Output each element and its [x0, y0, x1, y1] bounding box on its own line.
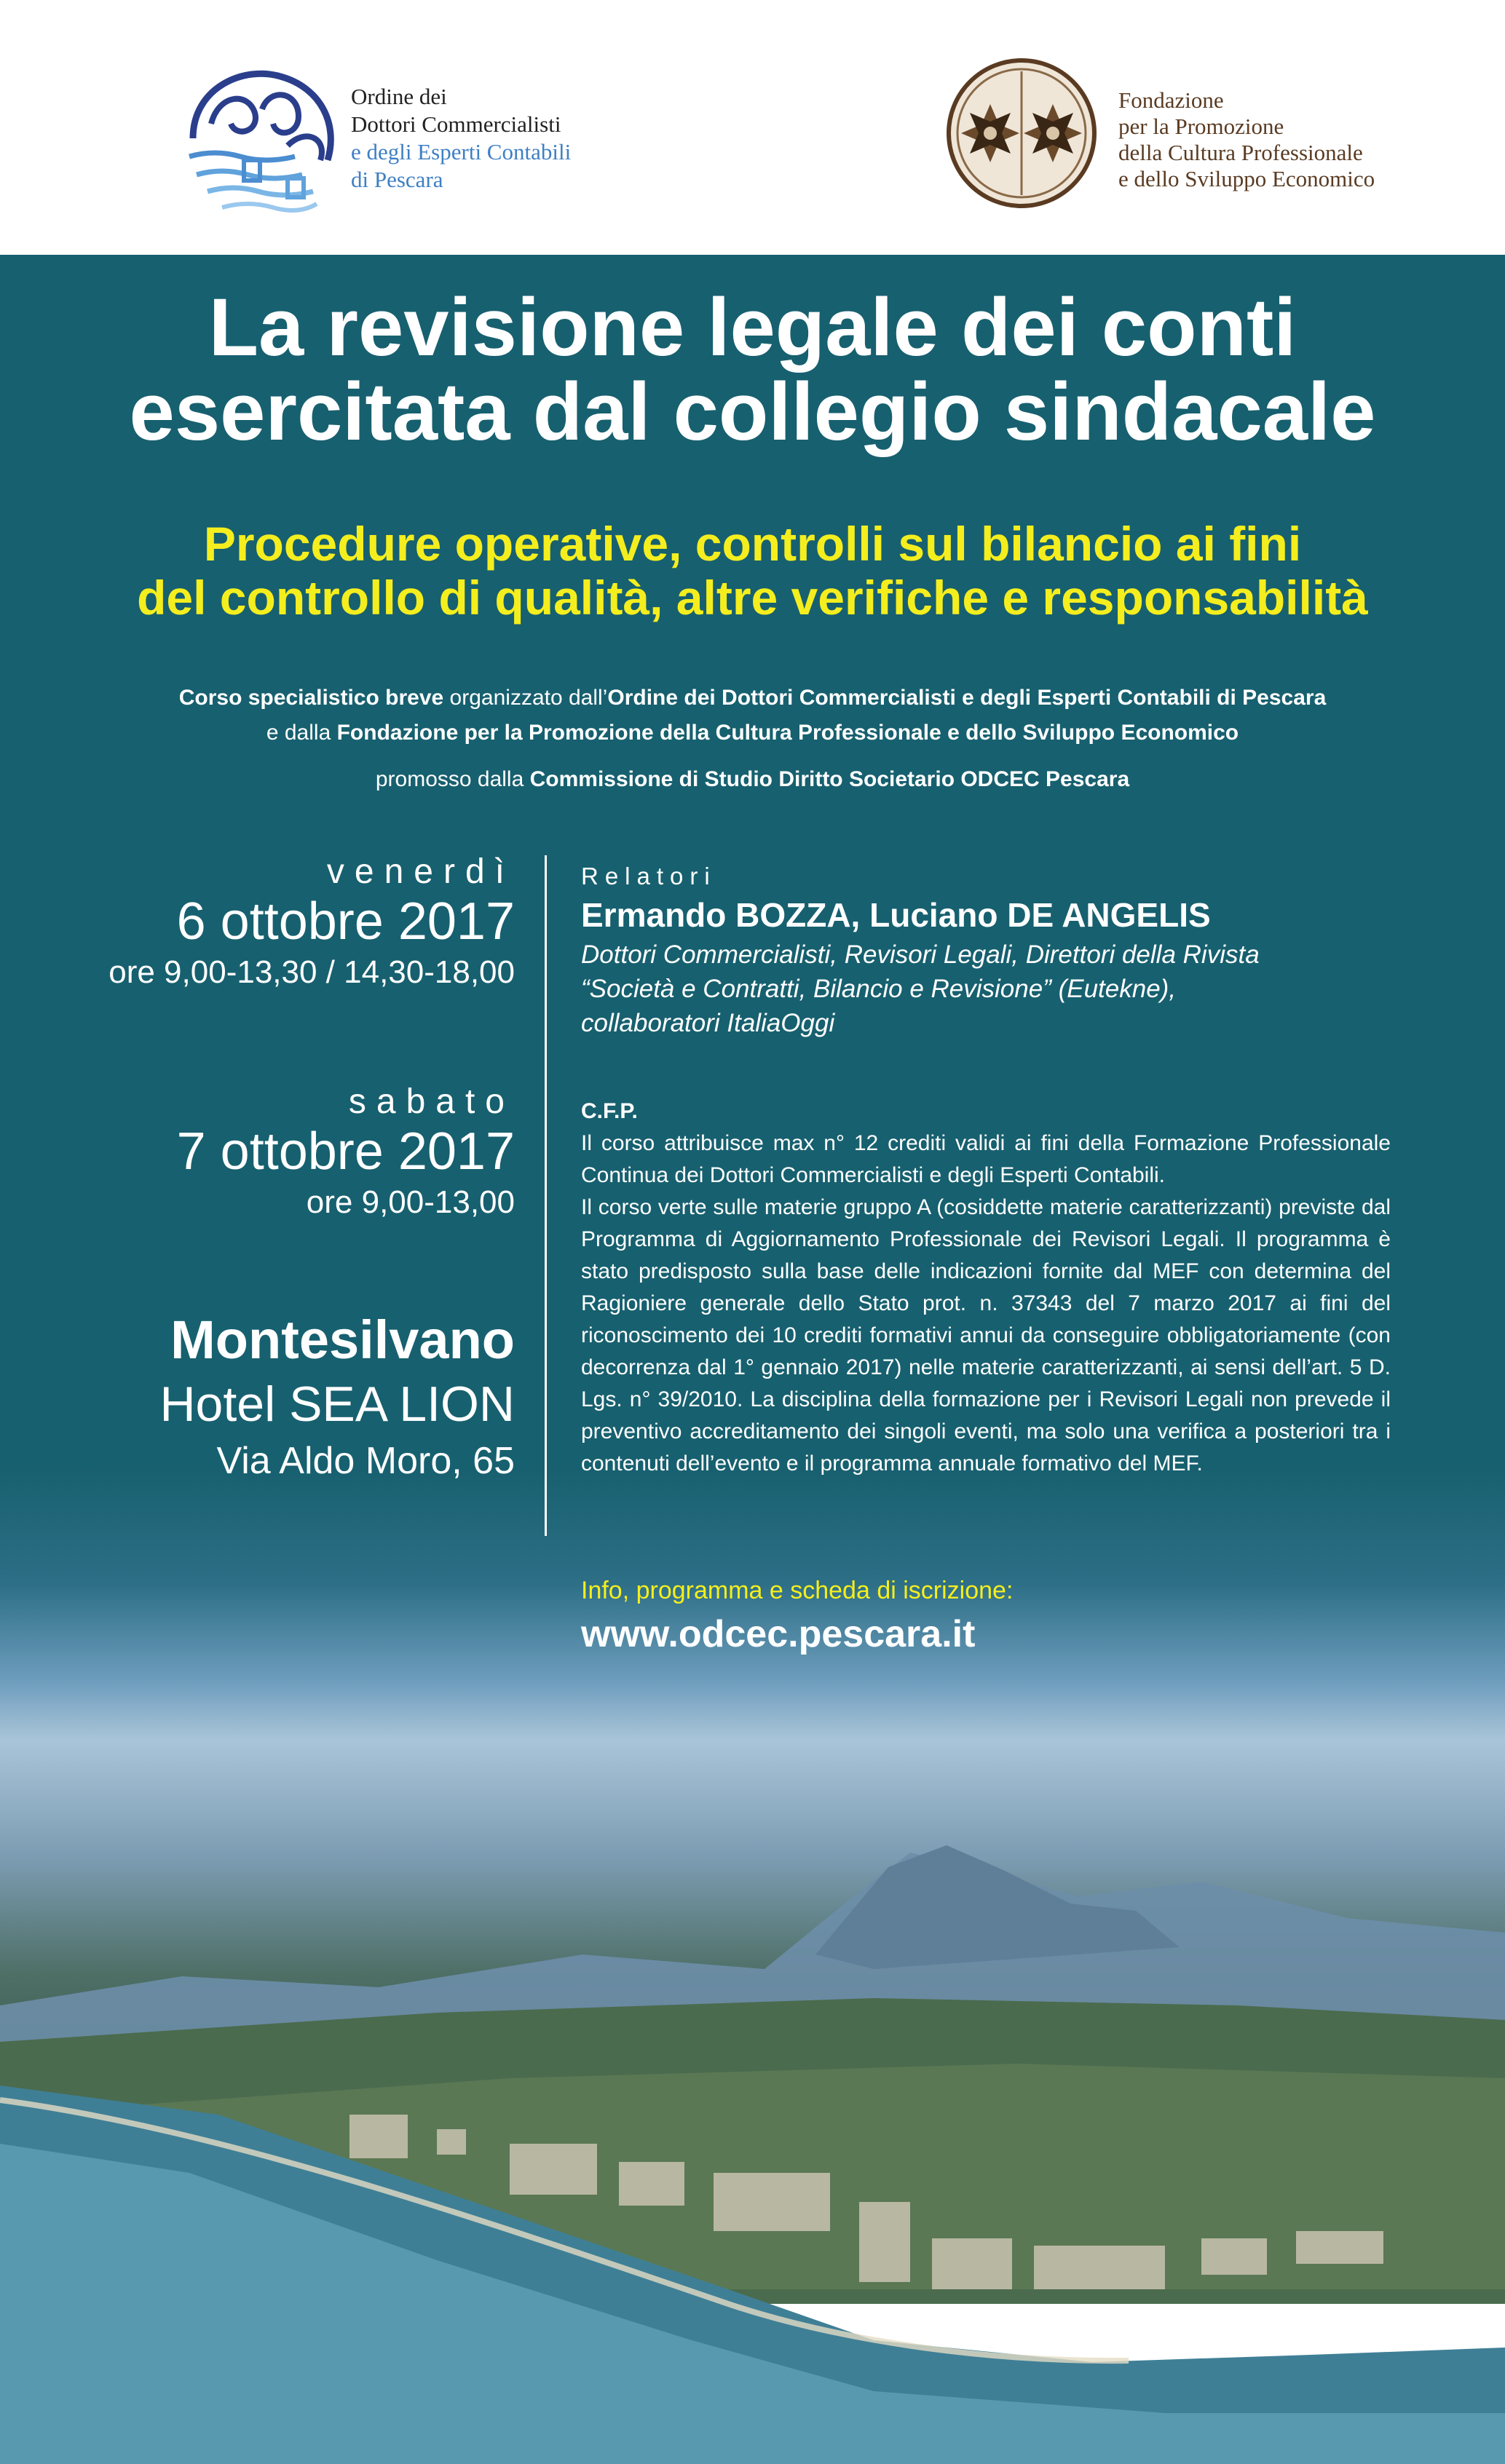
cfp-title: C.F.P.	[581, 1099, 638, 1123]
speakers-names: Ermando BOZZA, Luciano DE ANGELIS	[581, 896, 1211, 934]
day2-hours: ore 9,00-13,00	[306, 1184, 515, 1220]
intro-promoted-by: promosso dalla	[375, 767, 530, 791]
intro-line-3	[0, 762, 1505, 797]
cfp-paragraph-2: Il corso verte sulle materie gruppo A (cosiddette materie caratterizzanti) previste dal Programma di Aggiornamento Professionale dei Revisori Legali. Il programma è stato predisposto sulla base delle indicazioni fornite dal MEF con determina del Ragioniere generale dello Stato prot. n. 37343 del 7 marzo 2017 ai fini del riconoscimento dei 10 crediti formativi annui da conseguire obbligatoriamente (con decorrenza dal 1° gennaio 2017) nelle materie caratterizzanti, ai sensi dell’art. 5 D. Lgs. n° 39/2010. La disciplina della formazione per i Revisori Legali non prevede il preventivo accreditamento dei singoli eventi, ma solo una verifica a posteriori tra i contenuti dell’evento e il programma annuale formativo del MEF.	[581, 1195, 1391, 1475]
speakers-desc-line-1: Dottori Commercialisti, Revisori Legali, Direttori della Rivista	[581, 940, 1260, 969]
day1-weekday: venerdì	[326, 852, 515, 891]
day1-hours: ore 9,00-13,30 / 14,30-18,00	[108, 954, 515, 990]
main-title-line-1: La revisione legale dei conti	[208, 282, 1297, 373]
column-divider	[545, 855, 547, 1536]
schedule-day-2	[177, 1083, 515, 1223]
intro-organizer-odcec: Ordine dei Dottori Commercialisti e degli Esperti Contabili di Pescara	[607, 686, 1327, 710]
day2-weekday: sabato	[348, 1082, 515, 1121]
schedule-day-1	[108, 853, 515, 993]
odcec-logo-line-1: Ordine dei	[351, 84, 447, 109]
intro-organized-by: organizzato dall’	[443, 686, 608, 710]
odcec-logo-line-4: di Pescara	[351, 167, 443, 192]
subtitle	[0, 517, 1505, 625]
venue	[159, 1307, 515, 1487]
main-title-line-2: esercitata dal collegio sindacale	[129, 366, 1376, 457]
speakers-desc-line-3: collaboratori ItaliaOggi	[581, 1009, 835, 1037]
info-section	[581, 1572, 1013, 1660]
odcec-pescara-logo	[178, 58, 608, 226]
speakers-section	[581, 860, 1260, 1040]
coastline-photo	[0, 1736, 1505, 2464]
intro-line-2	[0, 716, 1505, 750]
intro-and-by: e dalla	[266, 721, 337, 745]
fondazione-logo	[945, 57, 1411, 224]
odcec-pescara-logo-icon	[178, 58, 346, 226]
speakers-label: Relatori	[581, 863, 716, 890]
main-title	[0, 284, 1505, 456]
intro-course-type: Corso specialistico breve	[178, 686, 444, 710]
speakers-desc-line-2: “Società e Contratti, Bilancio e Revisione” (Eutekne),	[581, 975, 1177, 1003]
odcec-logo-text	[351, 83, 571, 194]
fondazione-logo-text	[1118, 87, 1375, 192]
odcec-logo-line-3: e degli Esperti Contabili	[351, 139, 572, 165]
fondazione-logo-line-2: per la Promozione	[1118, 114, 1284, 139]
cfp-paragraph-1: Il corso attribuisce max n° 12 crediti validi ai fini della Formazione Professionale Continua dei Dottori Commercialisti e degli Esperti Contabili.	[581, 1131, 1391, 1187]
venue-city: Montesilvano	[170, 1310, 515, 1370]
day1-date: 6 ottobre 2017	[176, 892, 515, 951]
intro-promoter-commission: Commissione di Studio Diritto Societario ODCEC Pescara	[529, 767, 1130, 791]
venue-hotel: Hotel SEA LION	[159, 1376, 515, 1432]
speakers-description	[581, 938, 1260, 1040]
day2-date: 7 ottobre 2017	[176, 1122, 515, 1181]
intro-organizer-fondazione: Fondazione per la Promozione della Cultura Professionale e dello Sviluppo Economico	[336, 721, 1239, 745]
fondazione-logo-line-4: e dello Sviluppo Economico	[1118, 166, 1375, 191]
poster-body	[0, 255, 1505, 2209]
subtitle-line-2: del controllo di qualità, altre verifiche e responsabilità	[137, 571, 1368, 625]
intro-line-1	[0, 681, 1505, 716]
website-link[interactable]: www.odcec.pescara.it	[581, 1613, 976, 1655]
fondazione-seal-icon	[945, 57, 1098, 210]
header	[0, 0, 1505, 255]
info-label: Info, programma e scheda di iscrizione:	[581, 1577, 1014, 1604]
venue-address: Via Aldo Moro, 65	[216, 1440, 515, 1482]
fondazione-logo-line-1: Fondazione	[1118, 87, 1224, 113]
cfp-section	[581, 1096, 1391, 1480]
odcec-logo-line-2: Dottori Commercialisti	[351, 111, 561, 137]
fondazione-logo-line-3: della Cultura Professionale	[1118, 140, 1363, 165]
intro-text	[0, 681, 1505, 797]
subtitle-line-1: Procedure operative, controlli sul bilancio ai fini	[203, 517, 1302, 571]
